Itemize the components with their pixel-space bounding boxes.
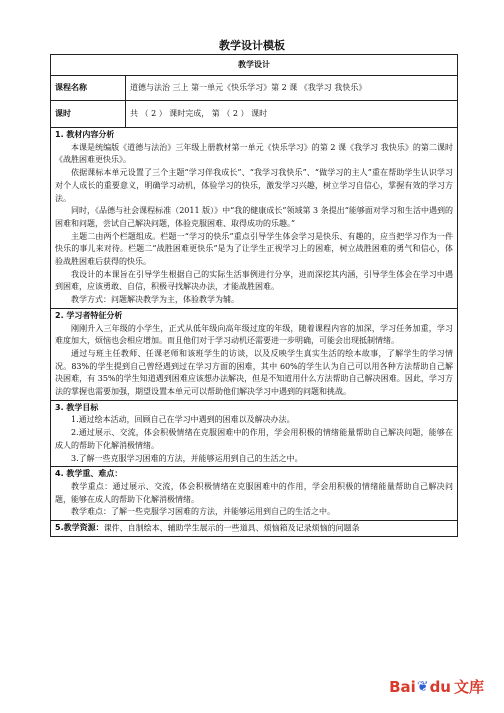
paragraph: 教学重点：通过展示、交流，体会积极情绪在克服困难中的作用，学会用积极的情绪能量帮助自己解决问题，能够在成人的帮助下化解消极情绪。 [55, 481, 453, 504]
section-heading: 1. 教材内容分析 [55, 130, 115, 139]
section-heading: 2. 学习者特征分析 [55, 310, 123, 320]
section-key-points [51, 467, 458, 521]
period-value: 共 （ 2 ） 课时完成， 第 （ 2 ） 课时 [126, 101, 458, 128]
section-resources [51, 521, 458, 537]
table-header: 教学设计 [51, 55, 458, 76]
section-learner-analysis [51, 308, 458, 400]
resources-label: 5.教学资源： [55, 523, 104, 533]
period-label: 课时 [51, 101, 126, 128]
paragraph: 1.通过绘本活动，回顾自己在学习中遇到的困难以及解决办法。 [71, 415, 295, 425]
lesson-plan-table [50, 54, 458, 537]
section-teaching-goals [51, 400, 458, 467]
resources-text: 课件、自制绘本、辅助学生展示的一些道具、烦恼箱及记录烦恼的问题条 [103, 523, 360, 533]
paragraph: 2.通过展示、交流，体会积极情绪在克服困难中的作用，学会用积极的情绪能量帮助自己解决问题，能够在成人的帮助下化解消极情绪。 [55, 428, 453, 450]
section-heading: 4. 教学重、难点： [55, 469, 123, 479]
paragraph: 刚刚升入三年级的小学生，正式从低年级向高年级过度的年级，随着课程内容的加深，学习任务加重，学习难度加大，烦恼也会相应增加。而且他们对于学习动机还需要进一步明确，可能会出现抵制情绪。 [55, 323, 453, 346]
course-name-label: 课程名称 [51, 76, 126, 101]
section-content-analysis [51, 128, 458, 309]
paragraph: 本课是统编版《道德与法治》三年级上册教材第一单元《快乐学习》的第 2 课《我学习 我快乐》的第二课时《战胜困难更快乐》。 [55, 142, 453, 165]
paw-icon: ❦ [416, 678, 429, 695]
paragraph: 教学方式：问题解决教学为主，体验教学为辅。 [71, 295, 239, 305]
paragraph: 主题二由两个栏题组成。栏题一“学习的快乐”重点引导学生体会学习是快乐、有趣的，应当把学习作为一件快乐的事儿来对待。栏题二“战胜困难更快乐”是为了让学生正视学习上的困难，树立战胜困难的勇气和信心，体验战胜困难后获得的快乐。 [55, 231, 453, 267]
section-heading: 3. 教学目标 [55, 402, 99, 412]
paragraph: 依据课标本单元设置了三个主题“学习伴我成长”、“我学习我快乐”、“做学习的主人”重在帮助学生认识学习对个人成长的重要意义，明确学习动机，体验学习的快乐，激发学习兴趣，树立学习自信心，掌握有效的学习方法。 [55, 168, 453, 203]
paragraph: 通过与班主任教师、任课老师和该班学生的访谈，以及反映学生真实生活的绘本故事，了解学生的学习情况。83%的学生提到自己曾经遇到过在学习方面的困难，其中 60%的学生认为自己可以用各种方法帮助自己解决困难，有 35%的学生知道遇到困难应该想办法解决，但是不知道用什么方法帮助自己解决困难。因此，学习方法的掌握也需要加强，期望设置本单元可以帮助他们解决学习中遇到的问题和挑战。 [55, 348, 453, 397]
paragraph: 我设计的本课旨在引导学生根据自己的实际生活事例进行分享，进而深挖其内涵，引导学生体会在学习中遇到困难，应该勇敢、自信，积极寻找解决办法，才能战胜困难。 [55, 269, 453, 292]
paragraph: 同时，《品德与社会课程标准（2011 版）》中“我的健康成长”领域第 3 条提出“能够面对学习和生活中遇到的困难和问题，尝试自己解决问题，体验克服困难、取得成功的乐趣。” [55, 206, 453, 228]
paragraph: 3.了解一些克服学习困难的方法，并能够运用到自己的生活之中。 [71, 453, 303, 463]
paragraph: 教学难点：了解一些克服学习困难的方法，并能够运用到自己的生活之中。 [71, 507, 335, 517]
document-title: 教学设计模板 [219, 39, 285, 52]
baidu-wenku-logo: Bai ❦ du 文库 [389, 677, 484, 696]
course-name-value: 道德与法治 三上 第一单元《快乐学习》第 2 课 《我学习 我快乐》 [126, 76, 458, 101]
